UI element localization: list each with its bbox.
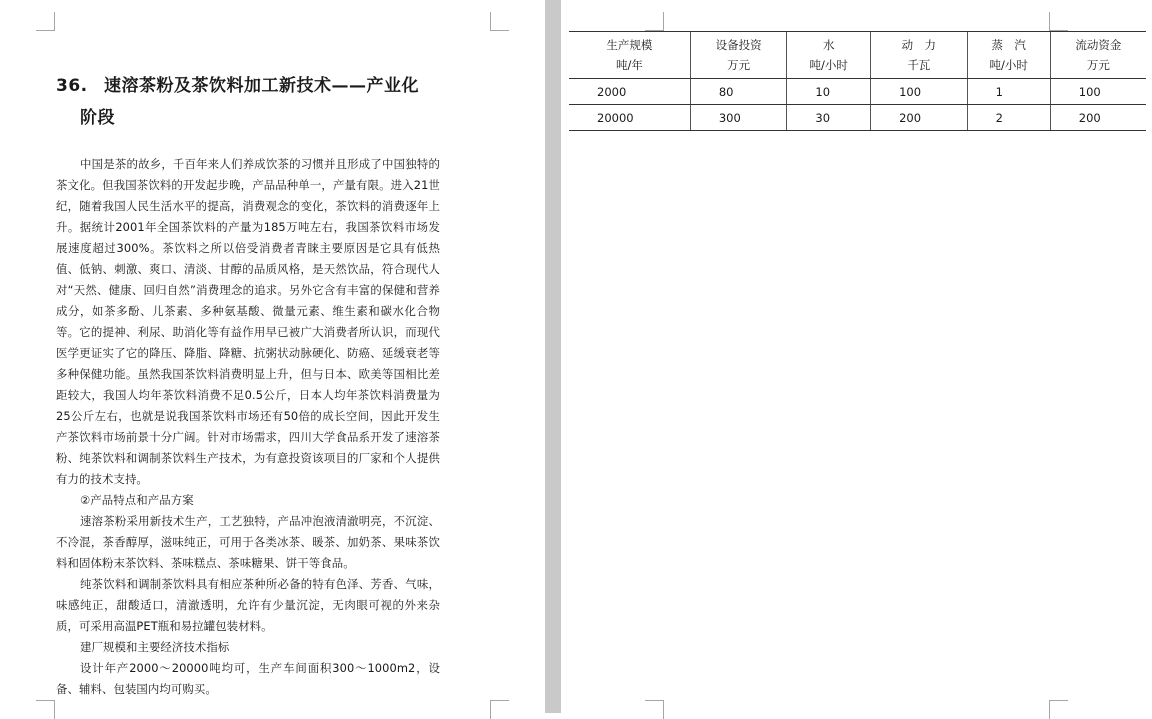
table-cell: 30	[787, 105, 871, 131]
table-row	[569, 105, 1146, 131]
column-header: 蒸 汽 吨/小时	[967, 32, 1050, 79]
paragraph: 中国是茶的故乡，千百年来人们养成饮茶的习惯并且形成了中国独特的茶文化。但我国茶饮料的开发起步晚，产品品种单一，产量有限。进入21世纪，随着我国人民生活水平的提高，消费观念的变化，茶饮料的消费逐年上升。据统计2001年全国茶饮料的产量为185万吨左右，我国茶饮料市场发展速度超过300%。茶饮料之所以倍受消费者青睐主要原因是它具有低热值、低钠、刺激、爽口、清淡、甘醇的品质风格，是天然饮品，符合现代人对“天然、健康、回归自然”消费理念的追求。另外它含有丰富的保健和营养成分，如茶多酚、儿茶素、多种氨基酸、微量元素、维生素和碳水化合物等。它的提神、利尿、助消化等有益作用早已被广大消费者所认识，而现代医学更证实了它的降压、降脂、降糖、抗粥状动脉硬化、防癌、延缓衰老等多种保健功能。虽然我国茶饮料消费明显上升，但与日本、欧美等国相比差距较大，我国人均年茶饮料消费不足0.5公斤，日本人均年茶饮料消费量为25公斤左右，也就是说我国茶饮料市场还有50倍的成长空间，因此开发生产茶饮料市场前景十分广阔。针对市场需求，四川大学食品系开发了速溶茶粉、纯茶饮料和调制茶饮料生产技术，为有意投资该项目的厂家和个人提供有力的技术支持。	[56, 157, 440, 486]
subheading-product-features: ②产品特点和产品方案	[80, 493, 194, 507]
subheading-plant-scale: 建厂规模和主要经济技术指标	[80, 640, 230, 654]
document-page-left	[0, 0, 545, 713]
page-corner-mark	[1049, 12, 1068, 31]
table-cell: 80	[690, 79, 787, 105]
page-corner-mark	[36, 12, 55, 31]
table-cell: 10	[787, 79, 871, 105]
column-header: 水 吨/小时	[787, 32, 871, 79]
paragraph: 设计年产2000～20000吨均可，生产车间面积300～1000m2，设备、辅料、包装国内均可购买。	[56, 661, 440, 696]
table-cell: 2000	[569, 79, 690, 105]
table-row	[569, 79, 1146, 105]
table-cell: 1	[967, 79, 1050, 105]
table-cell: 20000	[569, 105, 690, 131]
page-corner-mark	[645, 700, 664, 719]
table-cell: 100	[1050, 79, 1146, 105]
page-corner-mark	[36, 700, 55, 719]
section-title-line2: 阶段	[80, 108, 115, 128]
table-header-row	[569, 32, 1146, 79]
economic-indicators-table	[569, 31, 1146, 131]
page-corner-mark	[1049, 700, 1068, 719]
document-page-right	[561, 0, 1152, 713]
table-cell: 100	[871, 79, 968, 105]
table-cell: 200	[871, 105, 968, 131]
table-cell: 200	[1050, 105, 1146, 131]
column-header: 流动资金 万元	[1050, 32, 1146, 79]
paragraph: 速溶茶粉采用新技术生产，工艺独特，产品冲泡液清澈明亮，不沉淀、不冷混，茶香醇厚，滋味纯正，可用于各类冰茶、暖茶、加奶茶、果味茶饮料和固体粉末茶饮料、茶味糕点、茶味糖果、饼干等食品。	[56, 514, 440, 570]
column-header: 生产规模 吨/年	[569, 32, 690, 79]
page-gutter	[545, 0, 561, 713]
section-number: 36.	[56, 76, 88, 96]
column-header: 动 力 千瓦	[871, 32, 968, 79]
table-cell: 2	[967, 105, 1050, 131]
page-corner-mark	[490, 12, 509, 31]
column-header: 设备投资 万元	[690, 32, 787, 79]
page-corner-mark	[645, 12, 664, 31]
body-text	[56, 154, 440, 700]
page-corner-mark	[490, 700, 509, 719]
table-cell: 300	[690, 105, 787, 131]
paragraph: 纯茶饮料和调制茶饮料具有相应茶种所必备的特有色泽、芳香、气味，味感纯正，甜酸适口，清澈透明，允许有少量沉淀，无肉眼可视的外来杂质，可采用高温PET瓶和易拉罐包装材料。	[56, 577, 440, 633]
section-title	[56, 70, 456, 134]
section-title-line1: 速溶茶粉及茶饮料加工新技术——产业化	[104, 76, 419, 96]
